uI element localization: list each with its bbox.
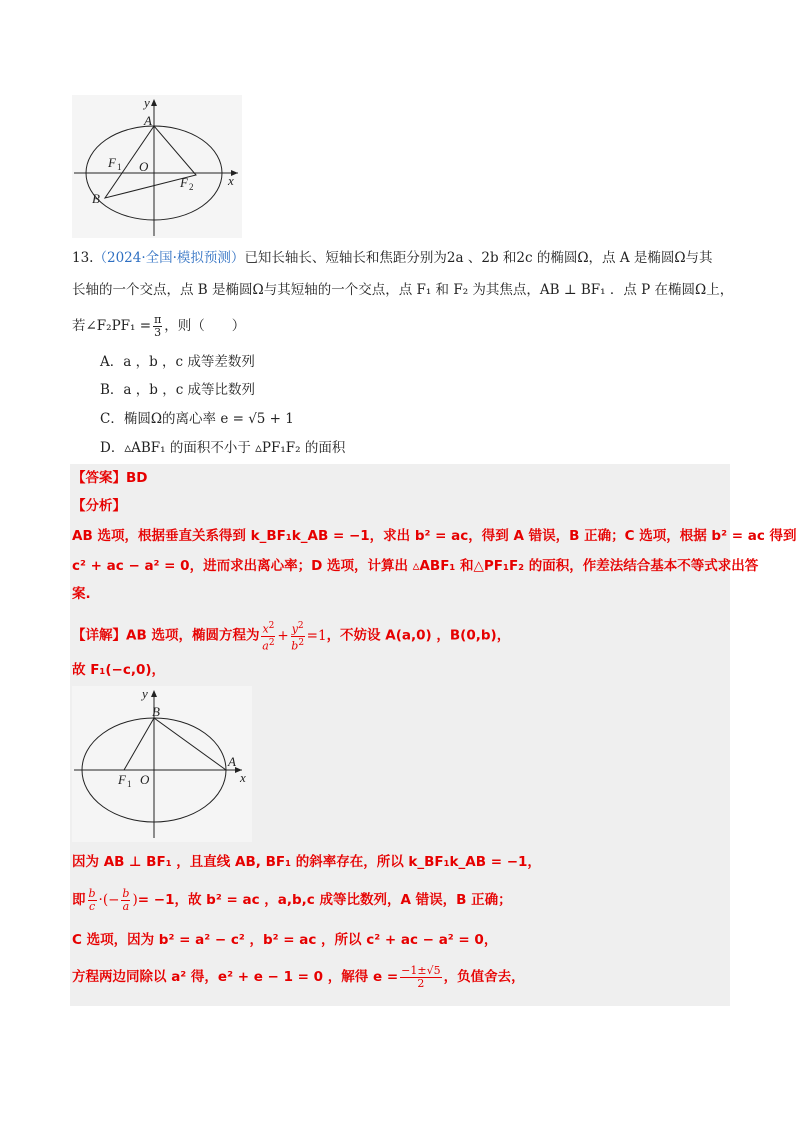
detail-text-6b: ，负值舍去， [443, 969, 525, 985]
detail-line-1 [72, 620, 510, 652]
point-a-label-2: A [228, 754, 236, 769]
question-line-2: 长轴的一个交点，点 B 是椭圆Ω与其短轴的一个交点，点 F₁ 和 F₂ 为其焦点，AB ⊥ BF₁ ．点 P 在椭圆Ω上， [72, 282, 734, 298]
fraction-numerator: π [154, 313, 162, 326]
detail-text-1a: AB 选项，椭圆方程为 [126, 627, 260, 644]
question-text-3-suffix: ，则（ ） [164, 318, 246, 334]
root-fraction: $\frac{-1\pm√5}{2}$ [401, 964, 441, 990]
analysis-line-3: 案. [72, 586, 91, 602]
detail-text-4a: 即 [72, 892, 86, 908]
origin-label: O [139, 159, 149, 174]
question-line-1 [72, 248, 713, 268]
question-text-3-prefix: 若∠F₂PF₁ = [72, 318, 152, 334]
question-line-3 [72, 312, 245, 340]
detail-text-6a: 方程两边同除以 a² 得，e² + e − 1 = 0 ，解得 e = [72, 969, 399, 985]
point-a-label: A [144, 113, 152, 128]
detail-label: 【详解】 [72, 627, 126, 644]
detail-line-6 [72, 960, 525, 994]
ellipse-equation: $\frac{x^2}{a^2}$ + $\frac{y^2}{b^2}$ =1 [262, 621, 327, 653]
answer-line [72, 468, 148, 488]
axis-x-label-2: x [240, 770, 246, 785]
option-b: B．a ，b ，c 成等比数列 [100, 382, 256, 398]
point-b-label: B [92, 191, 100, 206]
answer-label: 【答案】 [72, 470, 126, 486]
figure-ellipse-2 [72, 686, 252, 842]
analysis-line-1: AB 选项，根据垂直关系得到 k_BF₁k_AB = −1，求出 b² = ac，得到 A 错误，B 正确；C 选项，根据 b² = ac 得到 [72, 528, 797, 544]
axis-y-label-2: y [142, 686, 148, 701]
detail-text-4b: = −1，故 b² = ac ，a,b,c 成等比数列，A 错误，B 正确； [137, 892, 512, 908]
option-a: A．a ，b ，c 成等差数列 [100, 354, 255, 370]
origin-label-2: O [140, 772, 150, 787]
option-d: D．▵ABF₁ 的面积不小于 ▵PF₁F₂ 的面积 [100, 440, 346, 456]
figure-ellipse-1 [72, 95, 242, 238]
focus-f1-sub: 1 [117, 162, 122, 172]
ellipse-diagram-2 [72, 686, 252, 842]
option-c: C．椭圆Ω的离心率 e = √5 + 1 [100, 411, 294, 427]
question-number: 13. [72, 250, 94, 266]
pi-over-3-fraction [153, 314, 162, 339]
detail-text-1b: ，不妨设 A(a,0) ，B(0,b)， [326, 627, 511, 644]
axis-x-label: x [228, 173, 234, 188]
axis-y-label: y [144, 95, 150, 110]
ellipse-diagram-1 [72, 95, 242, 238]
analysis-label: 【分析】 [72, 498, 126, 514]
focus-f1-label: F [108, 155, 116, 170]
answer-value: BD [126, 470, 148, 486]
detail-line-3: 因为 AB ⊥ BF₁ ，且直线 AB, BF₁ 的斜率存在，所以 k_BF₁k_AB = −1， [72, 854, 541, 870]
analysis-line-2: c² + ac − a² = 0，进而求出离心率；D 选项，计算出 ▵ABF₁ 和△PF₁F₂ 的面积，作差法结合基本不等式求出答 [72, 558, 759, 574]
focus-f2-sub: 2 [189, 182, 194, 192]
fraction-denominator: 3 [154, 326, 162, 339]
question-text-1: 已知长轴长、短轴长和焦距分别为2a 、2b 和2c 的椭圆Ω，点 A 是椭圆Ω与其 [244, 250, 713, 266]
detail-line-5: C 选项，因为 b² = a² − c² ，b² = ac ，所以 c² + ac − a² = 0， [72, 932, 498, 948]
question-source: （2024·全国·模拟预测） [93, 250, 245, 266]
detail-line-2: 故 F₁(−c,0)， [72, 662, 166, 678]
focus-f1-sub-2: 1 [127, 779, 132, 789]
point-b-label-2: B [152, 704, 160, 719]
focus-f2-label: F [180, 175, 188, 190]
slope-product: $\frac{b}{c}$ ·(− $\frac{b}{a}$ ) [88, 887, 138, 913]
detail-line-4 [72, 884, 512, 916]
focus-f1-label-2: F [118, 772, 126, 787]
